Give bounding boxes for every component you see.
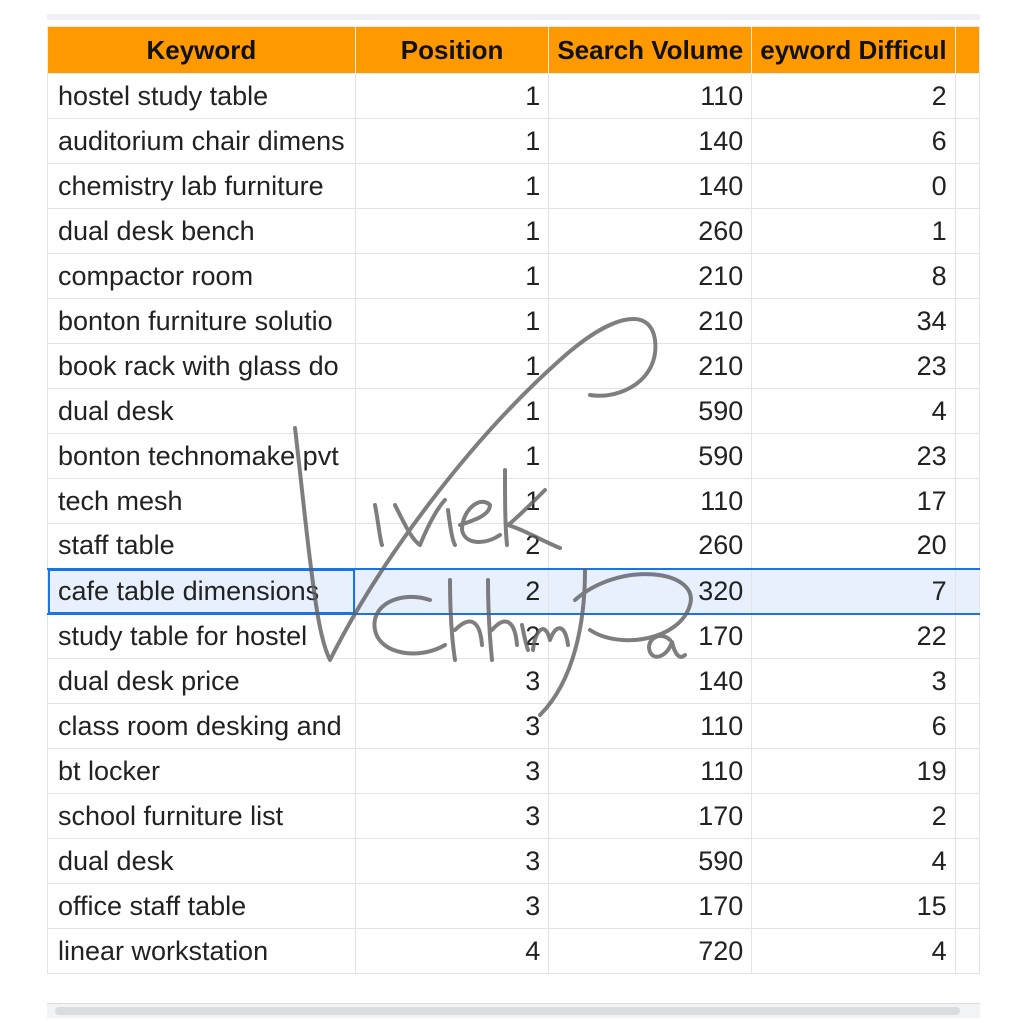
keyword-cell[interactable]: school furniture list — [48, 794, 356, 839]
position-cell[interactable]: 1 — [355, 119, 549, 164]
empty-cell[interactable] — [955, 614, 979, 659]
empty-cell[interactable] — [955, 254, 979, 299]
search-volume-cell[interactable]: 260 — [549, 209, 752, 254]
keyword-cell[interactable]: linear workstation — [48, 929, 356, 974]
keyword-difficulty-cell[interactable]: 15 — [752, 884, 955, 929]
keyword-cell[interactable]: dual desk bench — [48, 209, 356, 254]
position-cell[interactable]: 3 — [355, 749, 549, 794]
keyword-cell[interactable]: bonton technomake pvt — [48, 434, 356, 479]
empty-cell[interactable] — [955, 749, 979, 794]
keyword-difficulty-cell[interactable]: 4 — [752, 389, 955, 434]
position-cell[interactable]: 1 — [355, 434, 549, 479]
empty-cell[interactable] — [955, 794, 979, 839]
header-position[interactable]: Position — [355, 27, 549, 74]
keyword-difficulty-cell[interactable]: 6 — [752, 704, 955, 749]
search-volume-cell[interactable]: 320 — [549, 569, 752, 614]
search-volume-cell[interactable]: 720 — [549, 929, 752, 974]
table-row[interactable] — [48, 209, 980, 254]
table-row[interactable] — [48, 299, 980, 344]
position-cell[interactable]: 2 — [355, 614, 549, 659]
position-cell[interactable]: 3 — [355, 839, 549, 884]
table-row[interactable] — [48, 839, 980, 884]
position-cell[interactable]: 1 — [355, 344, 549, 389]
position-cell[interactable]: 1 — [355, 209, 549, 254]
position-cell[interactable]: 1 — [355, 74, 549, 119]
search-volume-cell[interactable]: 210 — [549, 299, 752, 344]
position-cell[interactable]: 1 — [355, 254, 549, 299]
search-volume-cell[interactable]: 140 — [549, 659, 752, 704]
position-cell[interactable]: 3 — [355, 794, 549, 839]
horizontal-scrollbar[interactable] — [47, 1003, 980, 1018]
table-row[interactable] — [48, 614, 980, 659]
search-volume-cell[interactable]: 140 — [549, 119, 752, 164]
search-volume-cell[interactable]: 590 — [549, 389, 752, 434]
header-search-volume[interactable]: Search Volume — [549, 27, 752, 74]
empty-cell[interactable] — [955, 704, 979, 749]
search-volume-cell[interactable]: 590 — [549, 434, 752, 479]
empty-cell[interactable] — [955, 119, 979, 164]
empty-cell[interactable] — [955, 479, 979, 524]
table-row[interactable] — [48, 119, 980, 164]
keyword-difficulty-cell[interactable]: 17 — [752, 479, 955, 524]
search-volume-cell[interactable]: 110 — [549, 479, 752, 524]
spreadsheet-view — [47, 14, 980, 1018]
keyword-cell[interactable]: bonton furniture solutio — [48, 299, 356, 344]
position-cell[interactable]: 1 — [355, 479, 549, 524]
table-row[interactable] — [48, 434, 980, 479]
position-cell[interactable]: 1 — [355, 164, 549, 209]
keyword-cell[interactable]: staff table — [48, 524, 356, 569]
empty-cell[interactable] — [955, 524, 979, 569]
keyword-difficulty-cell[interactable]: 34 — [752, 299, 955, 344]
search-volume-cell[interactable]: 170 — [549, 614, 752, 659]
keyword-difficulty-cell[interactable]: 20 — [752, 524, 955, 569]
keyword-difficulty-cell[interactable]: 4 — [752, 929, 955, 974]
empty-cell[interactable] — [955, 209, 979, 254]
keyword-cell[interactable]: study table for hostel — [48, 614, 356, 659]
empty-cell[interactable] — [955, 299, 979, 344]
keyword-table — [47, 26, 980, 974]
table-row[interactable] — [48, 254, 980, 299]
position-cell[interactable]: 1 — [355, 389, 549, 434]
table-row[interactable] — [48, 164, 980, 209]
keyword-cell[interactable]: hostel study table — [48, 74, 356, 119]
keyword-difficulty-cell[interactable]: 19 — [752, 749, 955, 794]
empty-cell[interactable] — [955, 884, 979, 929]
keyword-cell[interactable]: cafe table dimensions — [48, 569, 356, 614]
keyword-difficulty-cell[interactable]: 0 — [752, 164, 955, 209]
empty-cell[interactable] — [955, 164, 979, 209]
position-cell[interactable]: 3 — [355, 704, 549, 749]
keyword-cell[interactable]: auditorium chair dimens — [48, 119, 356, 164]
keyword-cell[interactable]: dual desk — [48, 389, 356, 434]
search-volume-cell[interactable]: 590 — [549, 839, 752, 884]
position-cell[interactable]: 3 — [355, 884, 549, 929]
table-row[interactable] — [48, 524, 980, 569]
empty-cell[interactable] — [955, 659, 979, 704]
table-row[interactable] — [48, 479, 980, 524]
search-volume-cell[interactable]: 110 — [549, 74, 752, 119]
search-volume-cell[interactable]: 210 — [549, 254, 752, 299]
keyword-difficulty-cell[interactable]: 22 — [752, 614, 955, 659]
table-row[interactable] — [48, 704, 980, 749]
position-cell[interactable]: 4 — [355, 929, 549, 974]
keyword-cell[interactable]: chemistry lab furniture — [48, 164, 356, 209]
empty-cell[interactable] — [955, 929, 979, 974]
position-cell[interactable]: 2 — [355, 569, 549, 614]
header-keyword[interactable]: Keyword — [48, 27, 356, 74]
table-row[interactable] — [48, 659, 980, 704]
empty-cell[interactable] — [955, 569, 979, 614]
table-row[interactable] — [48, 929, 980, 974]
keyword-cell[interactable]: dual desk — [48, 839, 356, 884]
header-keyword-difficulty[interactable]: eyword Difficul — [752, 27, 955, 74]
keyword-difficulty-cell[interactable]: 23 — [752, 344, 955, 389]
scrollbar-thumb[interactable] — [55, 1007, 960, 1015]
search-volume-cell[interactable]: 110 — [549, 749, 752, 794]
keyword-difficulty-cell[interactable]: 2 — [752, 794, 955, 839]
keyword-difficulty-cell[interactable]: 7 — [752, 569, 955, 614]
empty-cell[interactable] — [955, 344, 979, 389]
empty-cell[interactable] — [955, 389, 979, 434]
keyword-difficulty-cell[interactable]: 1 — [752, 209, 955, 254]
table-row[interactable] — [48, 344, 980, 389]
search-volume-cell[interactable]: 170 — [549, 794, 752, 839]
table-row[interactable] — [48, 749, 980, 794]
keyword-difficulty-cell[interactable]: 8 — [752, 254, 955, 299]
position-cell[interactable]: 3 — [355, 659, 549, 704]
header-empty[interactable] — [955, 27, 979, 74]
keyword-difficulty-cell[interactable]: 4 — [752, 839, 955, 884]
header-row — [48, 27, 980, 74]
table-row[interactable] — [48, 74, 980, 119]
keyword-cell[interactable]: class room desking and — [48, 704, 356, 749]
keyword-cell[interactable]: book rack with glass do — [48, 344, 356, 389]
keyword-cell[interactable]: dual desk price — [48, 659, 356, 704]
table-row[interactable] — [48, 794, 980, 839]
empty-cell[interactable] — [955, 74, 979, 119]
empty-cell[interactable] — [955, 839, 979, 884]
keyword-cell[interactable]: bt locker — [48, 749, 356, 794]
keyword-difficulty-cell[interactable]: 3 — [752, 659, 955, 704]
table-row[interactable] — [48, 884, 980, 929]
keyword-difficulty-cell[interactable]: 2 — [752, 74, 955, 119]
empty-cell[interactable] — [955, 434, 979, 479]
search-volume-cell[interactable]: 170 — [549, 884, 752, 929]
keyword-cell[interactable]: compactor room — [48, 254, 356, 299]
search-volume-cell[interactable]: 140 — [549, 164, 752, 209]
table-row[interactable] — [48, 389, 980, 434]
search-volume-cell[interactable]: 210 — [549, 344, 752, 389]
keyword-cell[interactable]: tech mesh — [48, 479, 356, 524]
table-row[interactable] — [48, 569, 980, 614]
search-volume-cell[interactable]: 260 — [549, 524, 752, 569]
keyword-difficulty-cell[interactable]: 23 — [752, 434, 955, 479]
position-cell[interactable]: 1 — [355, 299, 549, 344]
keyword-cell[interactable]: office staff table — [48, 884, 356, 929]
position-cell[interactable]: 2 — [355, 524, 549, 569]
search-volume-cell[interactable]: 110 — [549, 704, 752, 749]
keyword-difficulty-cell[interactable]: 6 — [752, 119, 955, 164]
